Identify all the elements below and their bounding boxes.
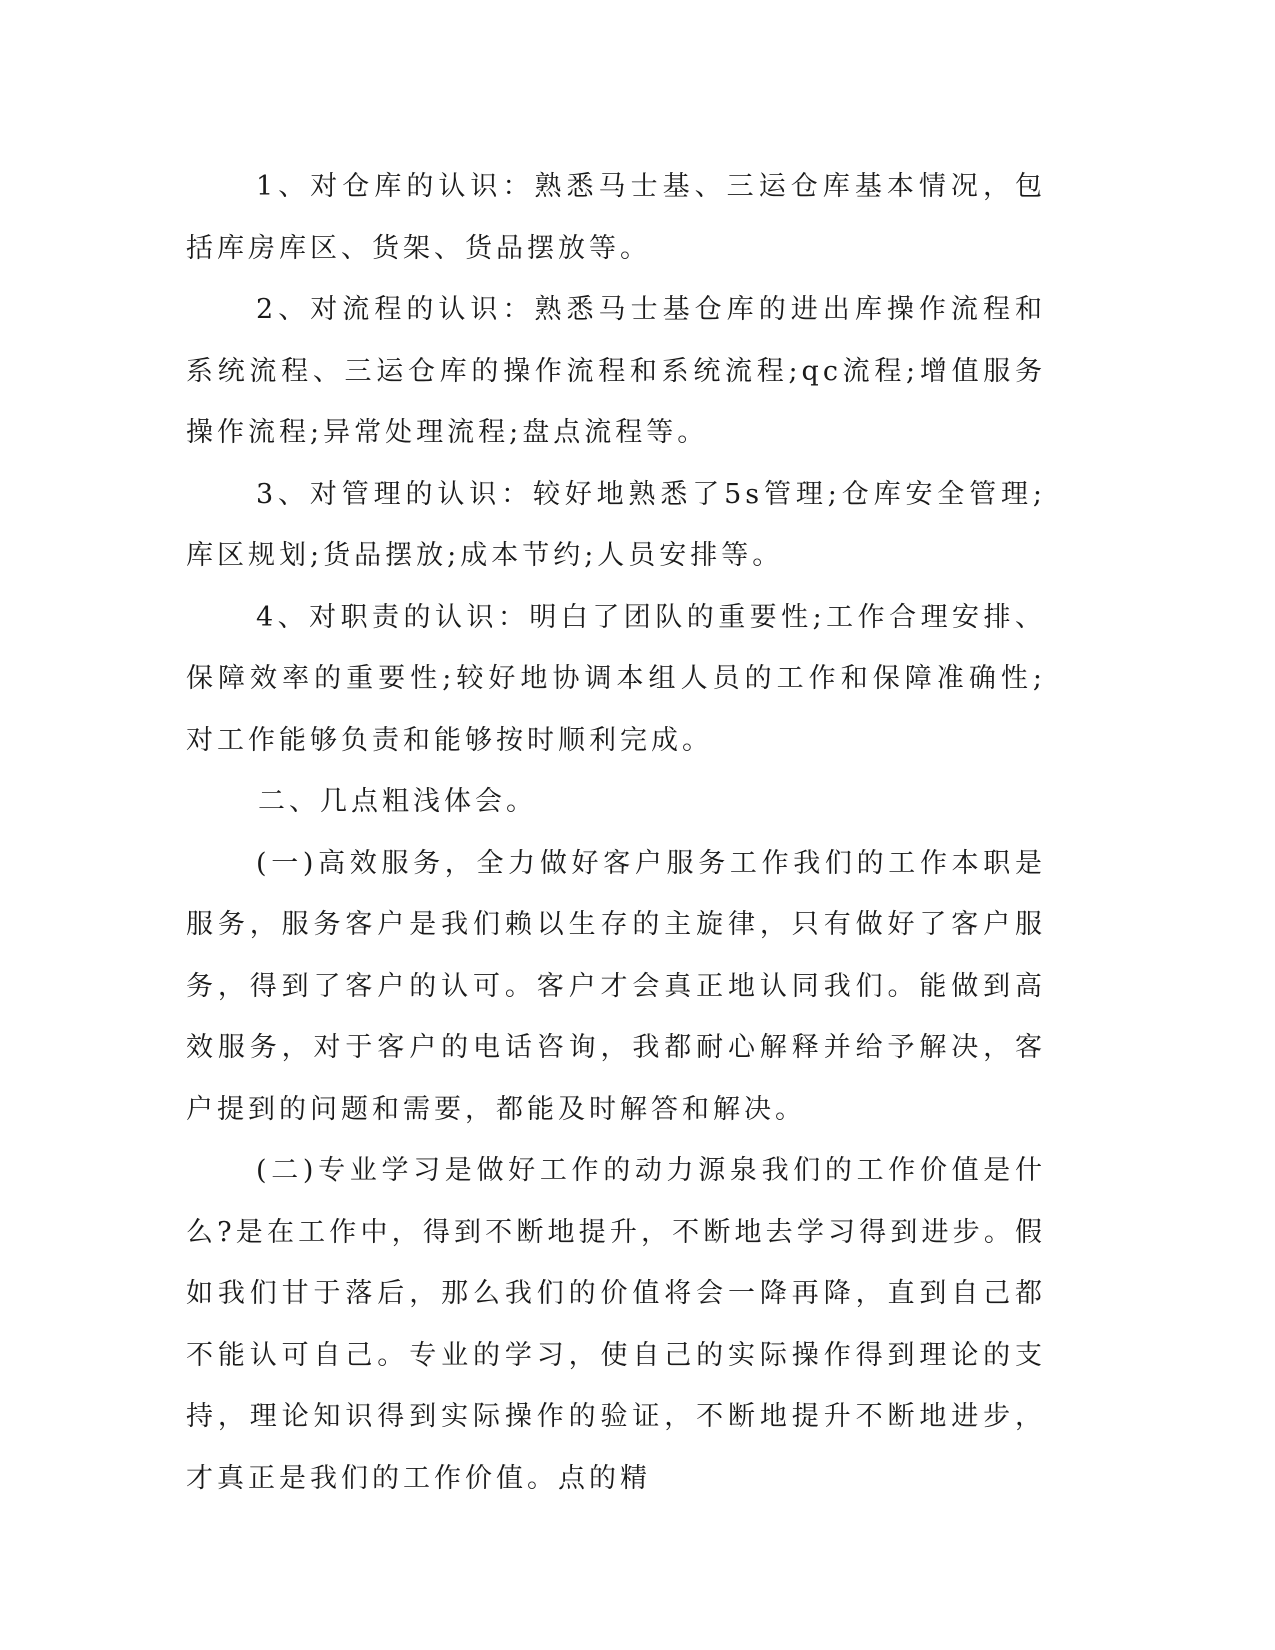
paragraph-management-knowledge: 3、对管理的认识：较好地熟悉了5s管理;仓库安全管理;库区规划;货品摆放;成本节约;人员安排等。 xyxy=(186,478,1046,571)
paragraph-warehouse-knowledge: 1、对仓库的认识：熟悉马士基、三运仓库基本情况，包括库房库区、货架、货品摆放等。 xyxy=(186,171,1046,264)
paragraph-professional-learning: (二)专业学习是做好工作的动力源泉我们的工作价值是什么?是在工作中，得到不断地提升，不断地去学习得到进步。假如我们甘于落后，那么我们的价值将会一降再降，直到自己都不能认可自己。专业的学习，使自己的实际操作得到理论的支持，理论知识得到实际操作的验证，不断地提升不断地进步，才真正是我们的工作价值。点的精 xyxy=(186,1155,1046,1494)
document-body xyxy=(186,156,1046,1509)
paragraph-process-knowledge: 2、对流程的认识：熟悉马士基仓库的进出库操作流程和系统流程、三运仓库的操作流程和系统流程;qc流程;增值服务操作流程;异常处理流程;盘点流程等。 xyxy=(186,294,1046,448)
paragraph-efficient-service: (一)高效服务，全力做好客户服务工作我们的工作本职是服务，服务客户是我们赖以生存的主旋律，只有做好了客户服务，得到了客户的认可。客户才会真正地认同我们。能做到高效服务，对于客户的电话咨询，我都耐心解释并给予解决，客户提到的问题和需要，都能及时解答和解决。 xyxy=(186,847,1046,1125)
paragraph-responsibility-knowledge: 4、对职责的认识：明白了团队的重要性;工作合理安排、保障效率的重要性;较好地协调本组人员的工作和保障准确性;对工作能够负责和能够按时顺利完成。 xyxy=(186,601,1046,756)
section-heading-experience: 二、几点粗浅体会。 xyxy=(258,786,537,817)
